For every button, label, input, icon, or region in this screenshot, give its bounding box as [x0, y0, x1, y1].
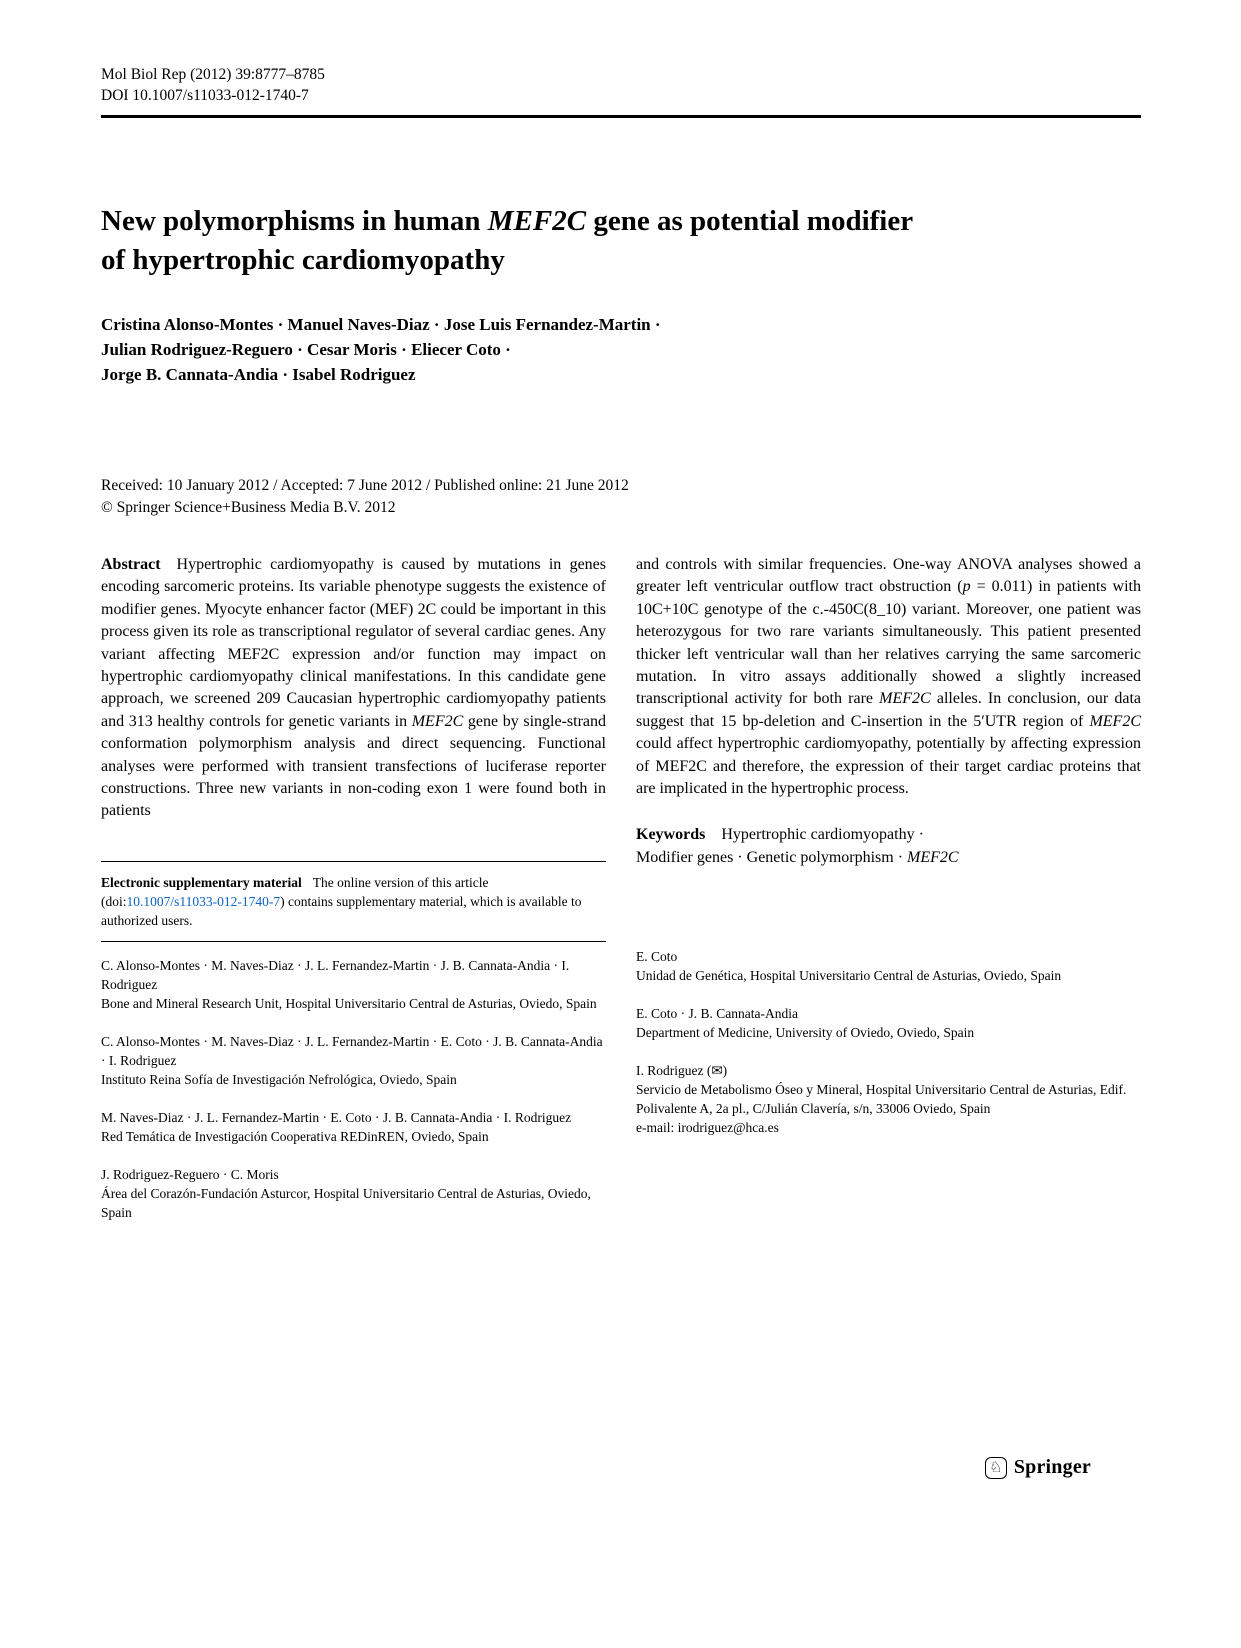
abstract-text-left: [101, 556, 606, 819]
text-segment: could affect hypertrophic cardiomyopathy, potentially by affecting expression of MEF2C and therefore, the expression of their target cardiac proteins that are implicated in the hypertrophic process.: [636, 735, 1141, 798]
affiliation-authors: J. Rodriguez-Reguero · C. Moris: [101, 1166, 279, 1182]
text-segment: Electronic supplementary material: [101, 874, 302, 890]
doi-line: DOI 10.1007/s11033-012-1740-7: [101, 87, 309, 104]
text-segment: alleles. In conclusion, our data suggest that 15 bp-deletion and C-insertion in the 5′UTR region of: [636, 690, 1141, 730]
affiliation-block: [636, 1061, 1141, 1137]
affiliation-address: Servicio de Metabolismo Óseo y Mineral, Hospital Universitario Central de Asturias, Edif. Polivalente A, 2a pl., C/Julián Clavería, s/n, 33006 Oviedo, Spain: [636, 1082, 1127, 1117]
affiliation-authors: C. Alonso-Montes · M. Naves-Diaz · J. L. Fernandez-Martin · J. B. Cannata-Andia · I. Rodriguez: [101, 957, 570, 992]
affiliation-block: [636, 947, 1141, 985]
title-line-1: [101, 202, 1141, 241]
doi-link[interactable]: 10.1007/s11033-012-1740-7: [126, 893, 281, 909]
text-segment: of hypertrophic cardiomyopathy: [101, 244, 505, 276]
text-segment: = 0.011) in patients with 10C+10C genotype of the c.-450C(8_10) variant. Moreover, one patient was heterozygous for two rare variants simultaneously. This patient presented thicker left ventricular wall than her relatives carrying the same sarcomeric mutation. In vitro assays additionally showed a slightly increased transcriptional activity for both rare: [636, 578, 1141, 708]
springer-horse-icon: ♘: [985, 1457, 1007, 1479]
affiliation-address: Bone and Mineral Research Unit, Hospital Universitario Central de Asturias, Oviedo, Spain: [101, 995, 597, 1011]
left-column: [101, 554, 606, 1241]
abstract-label: Abstract: [101, 556, 161, 573]
author-line: Jorge B. Cannata-Andia · Isabel Rodriguez: [101, 365, 416, 384]
keywords-label: Keywords: [636, 826, 706, 844]
supplementary-note: [101, 873, 606, 930]
keywords-block: [636, 824, 1141, 869]
springer-wordmark: Springer: [1013, 1456, 1091, 1478]
text-segment: MEF2C: [907, 848, 959, 866]
affiliation-address: Unidad de Genética, Hospital Universitario Central de Asturias, Oviedo, Spain: [636, 968, 1062, 984]
text-segment: and controls with similar frequencies. One-way ANOVA analyses showed a greater left ventricular outflow tract obstruction (: [636, 556, 1141, 596]
text-segment: MEF2C: [1089, 712, 1141, 730]
two-column-body: [101, 554, 1141, 1241]
affiliation-address: Instituto Reina Sofía de Investigación Nefrológica, Oviedo, Spain: [101, 1071, 457, 1087]
footnote-rule-bottom: [101, 941, 606, 942]
affiliation-authors: E. Coto · J. B. Cannata-Andia: [636, 1006, 798, 1022]
affiliations-right: [636, 947, 1141, 1137]
text-segment: MEF2C: [411, 712, 464, 730]
text-segment: ) contains supplementary material, which is available to authorized users.: [101, 893, 582, 928]
affiliation-authors: M. Naves-Diaz · J. L. Fernandez-Martin · E. Coto · J. B. Cannata-Andia · I. Rodriguez: [101, 1109, 572, 1125]
text-segment: New polymorphisms in human: [101, 205, 488, 237]
springer-logo: [985, 1456, 1091, 1479]
affiliation-block: [101, 1108, 606, 1146]
text-segment: The online version of this article (doi:: [101, 874, 489, 909]
keywords-line-2: [636, 847, 1141, 869]
text-segment: Modifier genes · Genetic polymorphism ·: [636, 848, 908, 866]
abstract-paragraph-left: [101, 554, 606, 823]
affiliation-authors: C. Alonso-Montes · M. Naves-Diaz · J. L. Fernandez-Martin · E. Coto · J. B. Cannata-Andia · I. Rodriguez: [101, 1033, 603, 1068]
author-line: Cristina Alonso-Montes · Manuel Naves-Diaz · Jose Luis Fernandez-Martin ·: [101, 315, 661, 334]
affiliation-authors: E. Coto: [636, 949, 678, 965]
affiliation-address: Department of Medicine, University of Oviedo, Oviedo, Spain: [636, 1025, 975, 1041]
affiliation-block: [101, 956, 606, 1013]
author-line: Julian Rodriguez-Reguero · Cesar Moris · Eliecer Coto ·: [101, 340, 511, 359]
text-segment: Hypertrophic cardiomyopathy is caused by mutations in genes encoding sarcomeric proteins. Its variable phenotype suggests the existence of modifier genes. Myocyte enhancer factor (MEF) 2C could be important in this process given its role as transcriptional regulator of several cardiac genes. Any variant affecting MEF2C expression and/or function may impact on hypertrophic cardiomyopathy clinical manifestations. In this candidate gene approach, we screened 209 Caucasian hypertrophic cardiomyopathy patients and 313 healthy controls for genetic variants in: [101, 556, 606, 730]
copyright-line: © Springer Science+Business Media B.V. 2012: [101, 498, 396, 516]
text-segment: gene by single-strand conformation polymorphism analysis and direct sequencing. Functional analyses were performed with transient transfections of luciferase reporter constructions. Three new variants in non-coding exon 1 were found both in patients: [101, 712, 607, 820]
received-line: Received: 10 January 2012 / Accepted: 7 June 2012 / Published online: 21 June 2012: [101, 477, 629, 494]
right-column: [636, 554, 1141, 1156]
affiliation-address: Red Temática de Investigación Cooperativa REDinREN, Oviedo, Spain: [101, 1128, 489, 1144]
text-segment: MEF2C: [487, 205, 587, 237]
affiliation-block: [636, 1004, 1141, 1042]
author-list: [101, 312, 1141, 387]
keywords-line-1: [636, 824, 1141, 846]
supplementary-text: [101, 875, 582, 928]
affiliation-block: [101, 1165, 606, 1222]
journal-reference: Mol Biol Rep (2012) 39:8777–8785: [101, 66, 325, 83]
text-segment: gene as potential modifier: [586, 205, 914, 237]
text-segment: MEF2C: [879, 690, 931, 708]
abstract-text-right: [636, 556, 1141, 797]
keywords-line1-text: Hypertrophic cardiomyopathy ·: [721, 826, 924, 844]
title-line-2: [101, 241, 1141, 280]
footnote-rule-top: [101, 861, 606, 862]
affiliation-authors: I. Rodriguez (✉): [636, 1063, 728, 1079]
affiliation-email: e-mail: irodriguez@hca.es: [636, 1120, 779, 1136]
affiliation-address: Área del Corazón-Fundación Asturcor, Hospital Universitario Central de Asturias, Oviedo, Spain: [101, 1185, 591, 1220]
article-dates: [101, 475, 1141, 518]
abstract-paragraph-right: [636, 554, 1141, 800]
paper-title: [101, 202, 1141, 280]
affiliation-block: [101, 1032, 606, 1089]
text-segment: p: [962, 578, 971, 596]
header-rule: [101, 115, 1141, 118]
affiliations-left: [101, 956, 606, 1222]
